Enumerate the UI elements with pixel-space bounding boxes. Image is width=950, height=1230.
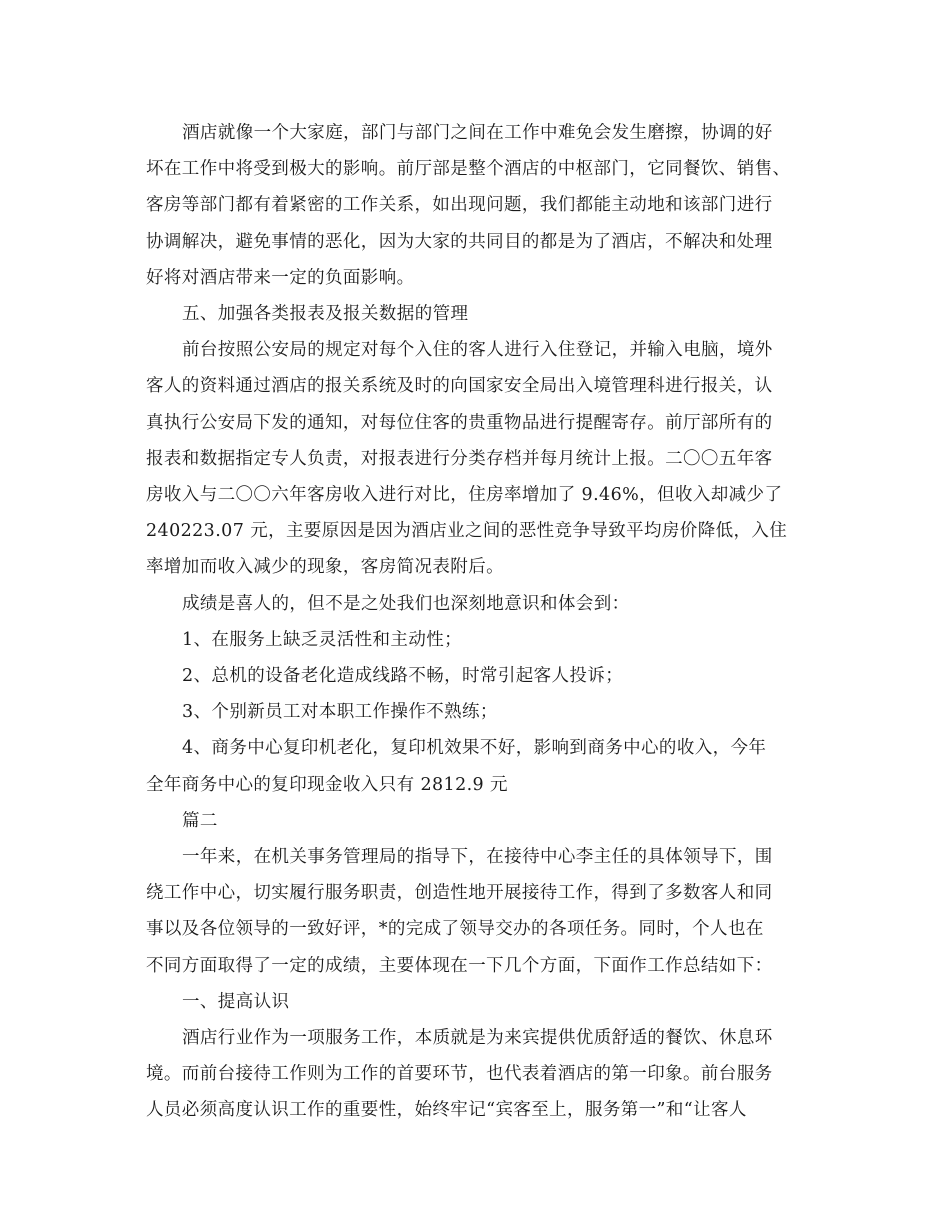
text-line: 篇二: [182, 810, 218, 831]
paragraph-p6: [146, 658, 810, 694]
text-line: 3、个别新员工对本职工作操作不熟练；: [182, 702, 498, 723]
text-line: 五、加强各类报表及报关数据的管理: [182, 304, 469, 325]
paragraph-p1: [146, 115, 810, 296]
paragraph-p9: [146, 803, 810, 839]
text-line: 成绩是喜人的，但不是之处我们也深刻地意识和体会到：: [182, 593, 630, 614]
document-body: [146, 115, 810, 1129]
text-line: 全年商务中心的复印现金收入只有 2812.9 元: [146, 774, 508, 795]
paragraph-p4: [146, 586, 810, 622]
text-line: 报表和数据指定专人负责，对报表进行分类存档并每月统计上报。二〇〇五年客: [146, 448, 773, 469]
paragraph-p12: [146, 1020, 810, 1129]
paragraph-p11: [146, 984, 810, 1020]
text-line: 1、在服务上缺乏灵活性和主动性；: [182, 629, 463, 650]
text-line: 前台按照公安局的规定对每个入住的客人进行入住登记，并输入电脑，境外: [182, 340, 773, 361]
paragraph-p10: [146, 839, 810, 984]
paragraph-p3: [146, 332, 810, 585]
text-line: 坏在工作中将受到极大的影响。前厅部是整个酒店的中枢部门，它同餐饮、销售、: [146, 159, 791, 180]
text-line: 率增加而收入减少的现象，客房简况表附后。: [146, 557, 504, 578]
text-line: 客人的资料通过酒店的报关系统及时的向国家安全局出入境管理科进行报关，认: [146, 376, 773, 397]
text-line: 房收入与二〇〇六年客房收入进行对比，住房率增加了 9.46%，但收入却减少了: [146, 485, 783, 506]
text-line: 一年来，在机关事务管理局的指导下，在接待中心李主任的具体领导下，围: [182, 847, 773, 868]
paragraph-p5: [146, 622, 810, 658]
text-line: 真执行公安局下发的通知，对每位住客的贵重物品进行提醒寄存。前厅部所有的: [146, 412, 773, 433]
text-line: 绕工作中心，切实履行服务职责，创造性地开展接待工作，得到了多数客人和同: [146, 883, 773, 904]
text-line: 事以及各位领导的一致好评，*的完成了领导交办的各项任务。同时，个人也在: [146, 919, 764, 940]
text-line: 4、商务中心复印机老化，复印机效果不好，影响到商务中心的收入，今年: [182, 738, 767, 759]
paragraph-p2: [146, 296, 810, 332]
text-line: 境。而前台接待工作则为工作的首要环节，也代表着酒店的第一印象。前台服务: [146, 1064, 773, 1085]
text-line: 酒店就像一个大家庭，部门与部门之间在工作中难免会发生磨擦，协调的好: [182, 123, 773, 143]
text-line: 好将对酒店带来一定的负面影响。: [146, 267, 415, 288]
paragraph-p8: [146, 730, 810, 802]
text-line: 客房等部门都有着紧密的工作关系，如出现问题，我们都能主动地和该部门进行: [146, 195, 773, 216]
text-line: 不同方面取得了一定的成绩，主要体现在一下几个方面，下面作工作总结如下：: [146, 955, 773, 976]
text-line: 2、总机的设备老化造成线路不畅，时常引起客人投诉；: [182, 666, 624, 687]
text-line: 人员必须高度认识工作的重要性，始终牢记“宾客至上，服务第一”和“让客人: [146, 1100, 747, 1121]
paragraph-p7: [146, 694, 810, 730]
text-line: 协调解决，避免事情的恶化，因为大家的共同目的都是为了酒店，不解决和处理: [146, 231, 773, 252]
text-line: 240223.07 元，主要原因是因为酒店业之间的恶性竞争导致平均房价降低，入住: [146, 521, 788, 542]
text-line: 酒店行业作为一项服务工作，本质就是为来宾提供优质舒适的餐饮、休息环: [182, 1028, 773, 1049]
text-line: 一、提高认识: [182, 991, 290, 1012]
